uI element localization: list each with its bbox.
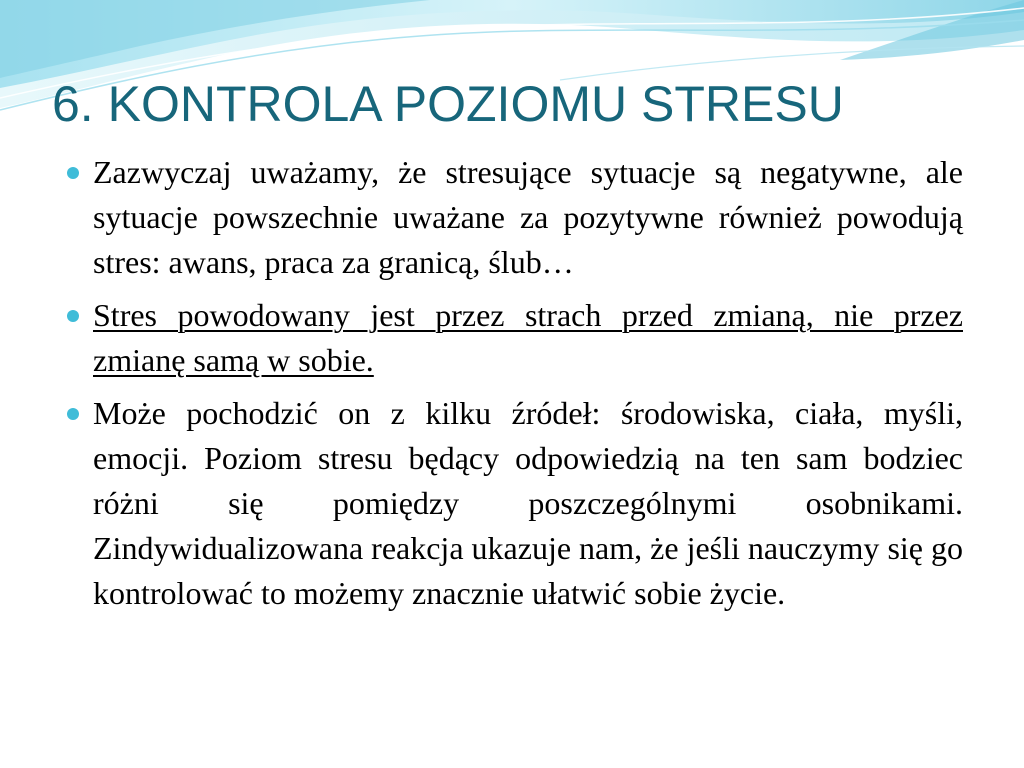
bullet-text: Może pochodzić on z kilku źródeł: środowiska, ciała, myśli, emocji. Poziom stresu będący odpowiedzią na ten sam bodziec różni się pomiędzy poszczególnymi osobnikami. Zindywidualizowana reakcja ukazuje nam, że jeśli nauczymy się go kontrolować to możemy znacznie ułatwić sobie życie. <box>93 395 963 611</box>
bullet-list <box>67 150 963 624</box>
bullet-dot-icon <box>67 167 79 179</box>
bullet-dot-icon <box>67 408 79 420</box>
bullet-dot-icon <box>67 310 79 322</box>
bullet-text: Zazwyczaj uważamy, że stresujące sytuacje są negatywne, ale sytuacje powszechnie uważane za pozytywne również powodują stres: awans, praca za granicą, ślub… <box>93 154 963 280</box>
slide-title: 6. KONTROLA POZIOMU STRESU <box>52 76 844 132</box>
bullet-text-underlined: Stres powodowany jest przez strach przed zmianą, nie przez zmianę samą w sobie. <box>93 297 963 378</box>
bullet-item <box>67 150 963 285</box>
bullet-item <box>67 293 963 383</box>
bullet-item <box>67 391 963 616</box>
